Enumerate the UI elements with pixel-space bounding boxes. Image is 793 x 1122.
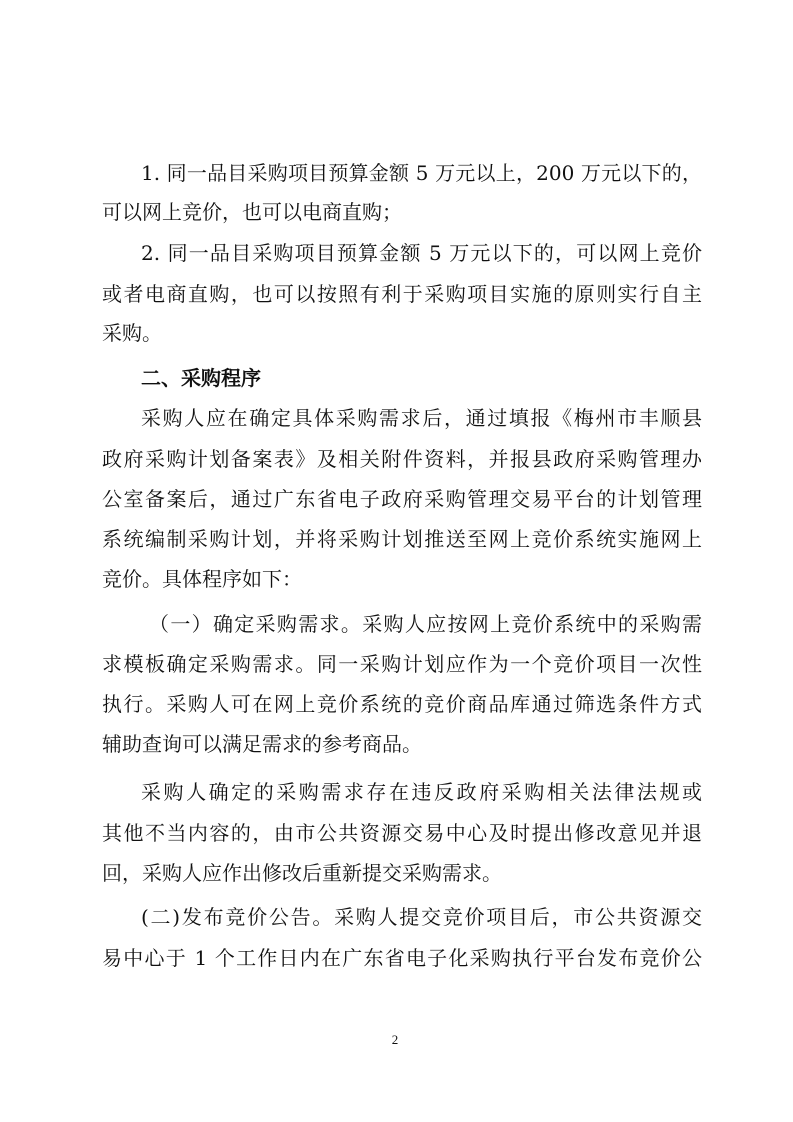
- paragraph-line: 可以网上竞价，也可以电商直购；: [102, 200, 402, 224]
- paragraph-line: 其他不当内容的，由市公共资源交易中心及时提出修改意见并退: [102, 821, 702, 845]
- section-heading: 二、采购程序: [141, 366, 261, 390]
- paragraph-line: 易中心于 1 个工作日内在广东省电子化采购执行平台发布竞价公: [102, 946, 702, 970]
- paragraph-line: 或者电商直购，也可以按照有利于采购项目实施的原则实行自主: [102, 282, 702, 306]
- paragraph-line: 辅助查询可以满足需求的参考商品。: [102, 732, 422, 756]
- paragraph-line: 1. 同一品目采购项目预算金额 5 万元以上，200 万元以下的，: [141, 161, 702, 185]
- paragraph-line: 回，采购人应作出修改后重新提交采购需求。: [102, 861, 502, 885]
- paragraph-line: 竞价。具体程序如下：: [102, 567, 302, 591]
- paragraph-line: 2. 同一品目采购项目预算金额 5 万元以下的，可以网上竞价: [141, 241, 702, 265]
- paragraph-line: 采购人应在确定具体采购需求后，通过填报《梅州市丰顺县: [141, 406, 702, 430]
- paragraph-line: 政府采购计划备案表》及相关附件资料，并报县政府采购管理办: [102, 447, 702, 471]
- paragraph-line: 采购人确定的采购需求存在违反政府采购相关法律法规或: [141, 780, 702, 804]
- page-number: 2: [391, 1032, 399, 1047]
- paragraph-line: 求模板确定采购需求。同一采购计划应作为一个竞价项目一次性: [102, 652, 702, 676]
- paragraph-line: (二)发布竞价公告。采购人提交竞价项目后，市公共资源交: [141, 905, 702, 929]
- paragraph-line: 执行。采购人可在网上竞价系统的竞价商品库通过筛选条件方式: [102, 692, 702, 716]
- paragraph-line: 采购。: [102, 321, 162, 345]
- paragraph-line: 公室备案后，通过广东省电子政府采购管理交易平台的计划管理: [102, 487, 702, 511]
- paragraph-line: 系统编制采购计划，并将采购计划推送至网上竞价系统实施网上: [102, 527, 702, 551]
- paragraph-line: （一）确定采购需求。采购人应按网上竞价系统中的采购需: [149, 612, 702, 636]
